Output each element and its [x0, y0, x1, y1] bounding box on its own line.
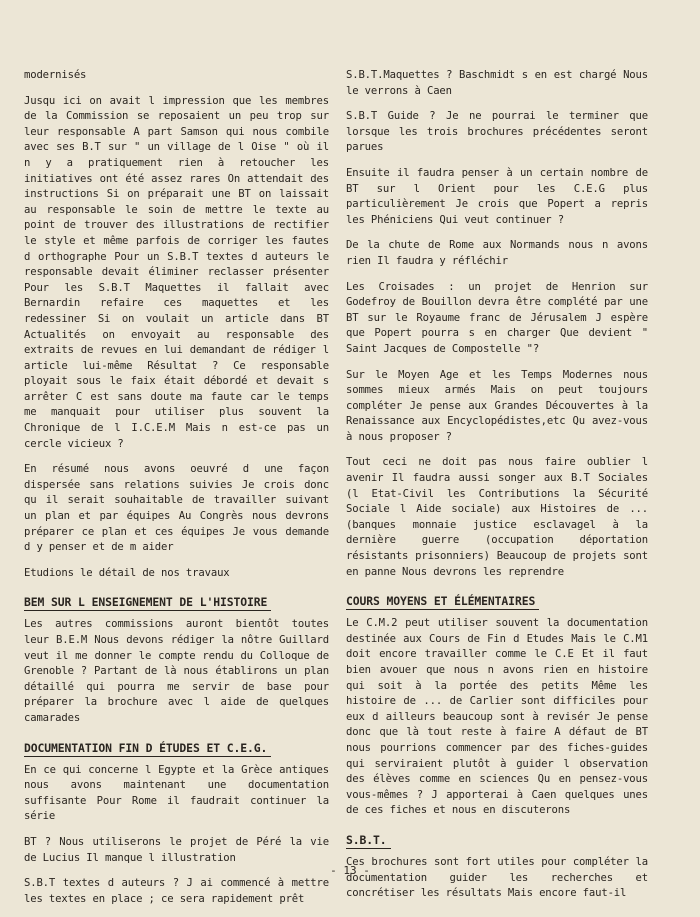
paragraph: Tout ceci ne doit pas nous faire oublier l avenir Il faudra aussi songer aux B.T Sociales (l Etat-Civil les Contributions la Sécurité Sociale l Aide sociale) aux Histoires de ... (banques monnaie justice esclavagel à la dernière guerre (occupation déportation résistants prisonniers) Beaucoup de projets sont en panne Nous devrons les reprendre	[346, 456, 648, 578]
paragraph: Etudions le détail de nos travaux	[24, 566, 230, 579]
paragraph: Le C.M.2 peut utiliser souvent la documentation destinée aux Cours de Fin d Etudes Mais le C.M1 doit encore travailler comme le C.E Et il faut bien avouer que nous n avons rien en histoire qui soit à la portée des petits Même les histoire de ... de Carlier sont difficiles pour eux d ailleurs beaucoup sont à revisér Je pense donc que là tout reste à faire A défaut de BT nous pourrions commencer par des fiches-guides qui serviraient plutôt à guider l observation des élèves comme en sciences Qu en pensez-vous vous-mêmes ? J apporterai à Caen quelques unes de ces fiches et nous en discuterons	[346, 617, 648, 817]
paragraph: Jusqu ici on avait l impression que les membres de la Commission se reposaient un peu trop sur leur responsable A part Samson qui nous combile avec ses B.T sur " un village de l Oise " où il n y a pratiquement rien à retoucher les initiatives ont été assez rares On attendait des instructions Si on préparait une BT on laissait au responsable le soin de mettre le texte au point de trouver des illustrations de rectifier le style et même parfois de corriger les fautes d orthographe Pour un S.B.T textes d auteurs le responsable devait éliminer reclasser présenter Pour les S.B.T Maquettes il fallait avec Bernardin refaire ces maquettes et les redessiner Si on voulait un article dans BT Actualités on envoyait au responsable des extraits de revues en lui demandant de rédiger l article lui-même Résultat ? Ce responsable ployait sous le faix était débordé et devait s arrêter C est sans doute ma faute car le temps me manquait pour utiliser plus souvent la Chronique de l I.C.E.M Mais n est-ce pas un cercle vicieux ?	[24, 94, 329, 450]
paragraph: S.B.T.Maquettes ? Baschmidt s en est chargé Nous le verrons à Caen	[346, 69, 648, 97]
paragraph: En résumé nous avons oeuvré d une façon dispersée sans relations suivies Je crois donc qu il serait souhaitable de travailler suivant un plan et par équipes Au Congrès nous devrons préparer ce plan et ces équipes Je vous demande d y penser et de m aider	[24, 463, 329, 554]
paragraph: Ces brochures sont fort utiles pour compléter la documentation guider les recherches et concrétiser les résultats Mais encore faut-il	[346, 855, 648, 900]
paragraph: BT ? Nous utiliserons le projet de Péré la vie de Lucius Il manque l illustration	[24, 835, 329, 864]
paragraph: De la chute de Rome aux Normands nous n avons rien Il faudra y réfléchir	[346, 239, 648, 267]
left-column	[24, 68, 329, 917]
section-heading: S.B.T.	[346, 833, 391, 849]
page-number: - 13 -	[330, 864, 370, 877]
paragraph: Ensuite il faudra penser à un certain nombre de BT sur l Orient pour les C.E.G plus particulièrement Je crois que Popert a repris les Phéniciens Qui veut continuer ?	[346, 166, 648, 226]
section-heading: DOCUMENTATION FIN D ÉTUDES ET C.E.G.	[24, 741, 271, 757]
paragraph: Les autres commissions auront bientôt toutes leur B.E.M Nous devons rédiger la nôtre Guillard veut il me donner le compte rendu du Colloque de Grenoble ? Partant de là nous établirons un plan détaillé qui pourra me servir de base pour préparer la brochure avec l aide de quelques camarades	[24, 618, 329, 724]
section-heading: BEM SUR L ENSEIGNEMENT DE L'HISTOIRE	[24, 595, 271, 611]
paragraph: Sur le Moyen Age et les Temps Modernes nous sommes mieux armés Mais on peut toujours compléter Je pense aux Grandes Découvertes à la Renaissance aux Encyclopédistes,etc Qu avez-vous à nous proposer ?	[346, 368, 648, 443]
paragraph: modernisés	[24, 69, 87, 81]
right-column	[346, 68, 648, 912]
paragraph: S.B.T textes d auteurs ? J ai commencé à mettre les textes en place ; ce sera rapidement prêt	[24, 877, 329, 905]
section-heading: COURS MOYENS ET ÉLÉMENTAIRES	[346, 594, 539, 610]
paragraph: En ce qui concerne l Egypte et la Grèce antiques nous avons maintenant une documentation suffisante Pour Rome il faudrait continuer la série	[24, 763, 329, 823]
paragraph: S.B.T Guide ? Je ne pourrai le terminer que lorsque les trois brochures précédentes seront parues	[346, 110, 648, 154]
paragraph: Les Croisades : un projet de Henrion sur Godefroy de Bouillon devra être complété par une BT sur le Royaume franc de Jérusalem J espère que Popert pourra s en charger Que devient " Saint Jacques de Compostelle "?	[346, 280, 648, 355]
